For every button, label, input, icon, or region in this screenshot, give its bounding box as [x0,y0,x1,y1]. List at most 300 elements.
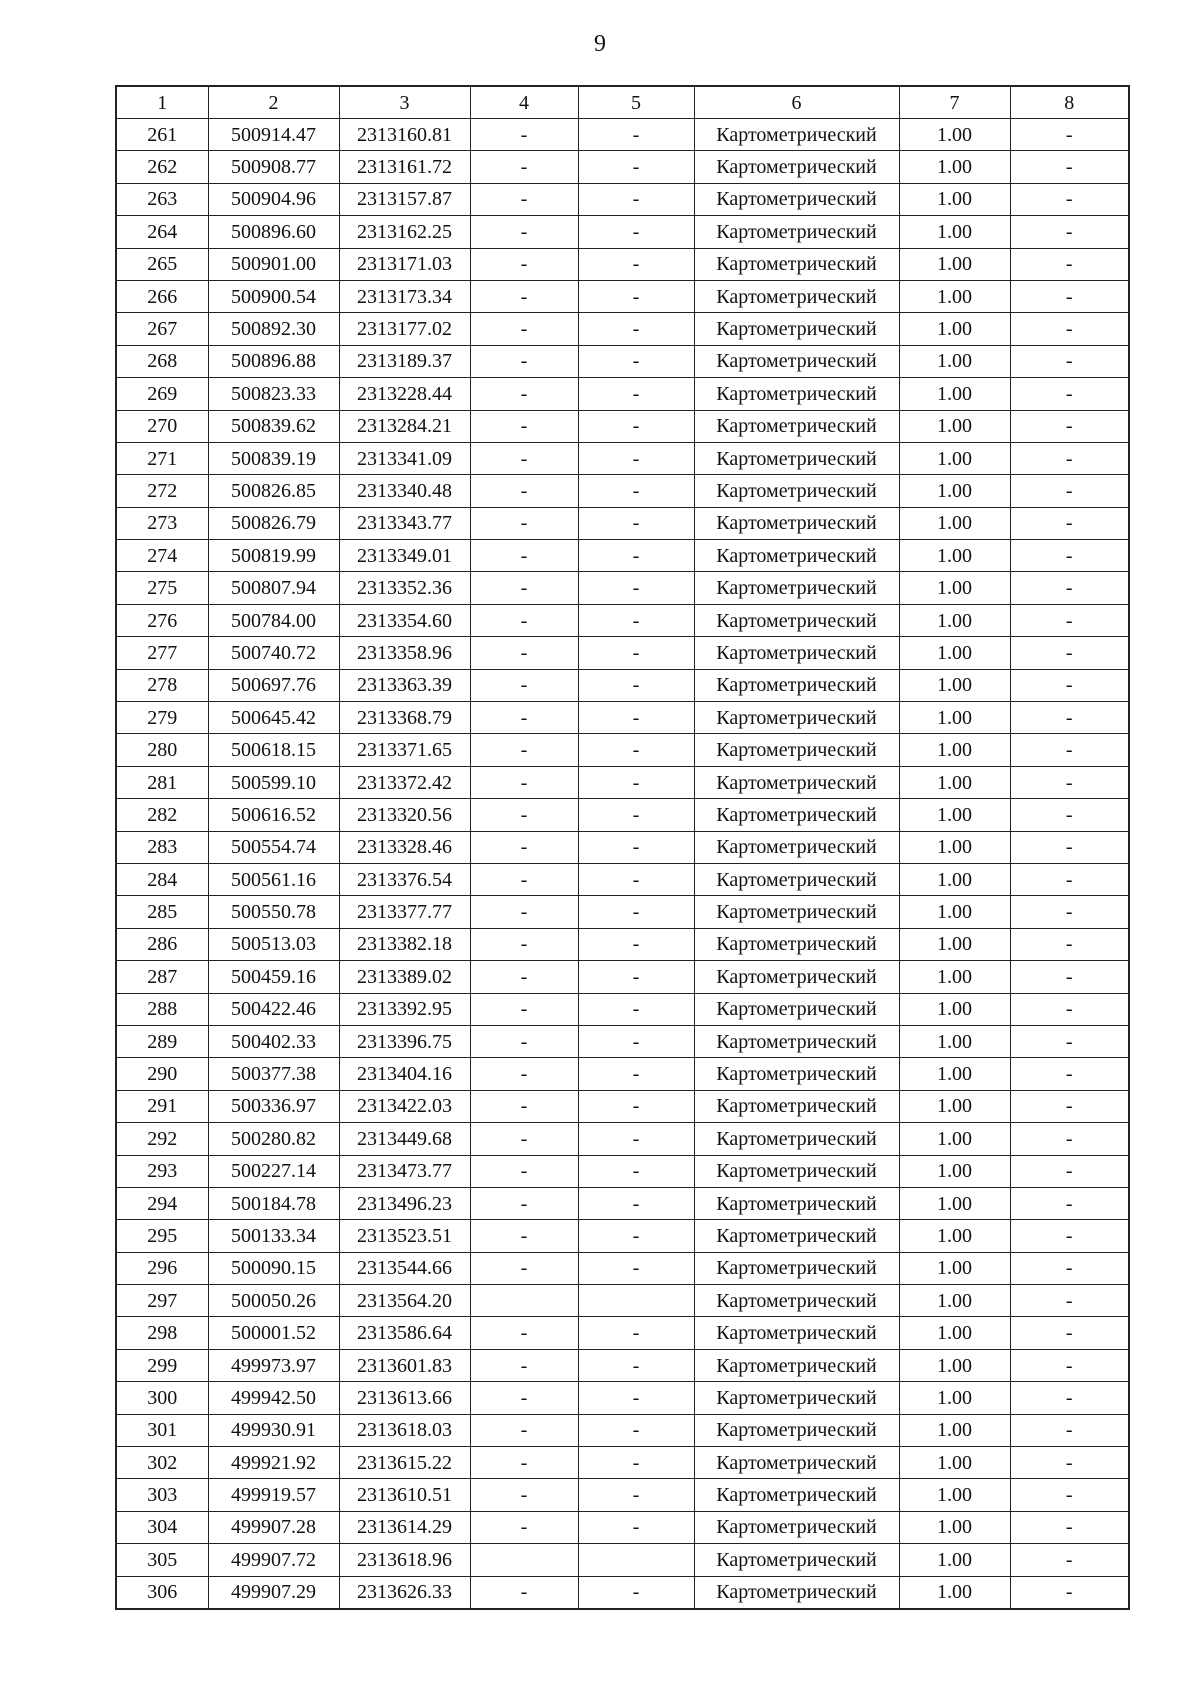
point-number-cell: 279 [116,702,208,734]
accuracy-cell: 1.00 [899,1025,1010,1057]
column-8-cell: - [1010,1025,1129,1057]
point-number-cell: 293 [116,1155,208,1187]
method-cell: Картометрический [694,1447,899,1479]
accuracy-cell: 1.00 [899,702,1010,734]
method-cell: Картометрический [694,863,899,895]
point-number-cell: 289 [116,1025,208,1057]
x-coordinate-cell: 500133.34 [208,1220,339,1252]
x-coordinate-cell: 500645.42 [208,702,339,734]
method-cell: Картометрический [694,1252,899,1284]
table-row [116,831,1129,863]
column-8-cell: - [1010,993,1129,1025]
y-coordinate-cell: 2313523.51 [339,1220,470,1252]
method-cell: Картометрический [694,669,899,701]
point-number-cell: 261 [116,119,208,151]
point-number-cell: 263 [116,183,208,215]
x-coordinate-cell: 500892.30 [208,313,339,345]
method-cell: Картометрический [694,1058,899,1090]
column-4-cell: - [470,1220,578,1252]
y-coordinate-cell: 2313161.72 [339,151,470,183]
y-coordinate-cell: 2313157.87 [339,183,470,215]
x-coordinate-cell: 500513.03 [208,928,339,960]
point-number-cell: 271 [116,442,208,474]
table-row [116,799,1129,831]
column-5-cell: - [578,1058,694,1090]
column-4-cell: - [470,604,578,636]
table-row [116,280,1129,312]
method-cell: Картометрический [694,572,899,604]
column-5-cell: - [578,1025,694,1057]
method-cell: Картометрический [694,119,899,151]
column-8-cell: - [1010,896,1129,928]
column-5-cell: - [578,119,694,151]
column-5-cell: - [578,702,694,734]
table-body [116,119,1129,1609]
column-5-cell: - [578,248,694,280]
y-coordinate-cell: 2313368.79 [339,702,470,734]
y-coordinate-cell: 2313614.29 [339,1511,470,1543]
column-4-cell: - [470,961,578,993]
accuracy-cell: 1.00 [899,119,1010,151]
column-8-cell: - [1010,1155,1129,1187]
y-coordinate-cell: 2313392.95 [339,993,470,1025]
table-row [116,896,1129,928]
y-coordinate-cell: 2313358.96 [339,637,470,669]
table-row [116,1414,1129,1446]
column-5-cell: - [578,799,694,831]
table-row [116,993,1129,1025]
column-5-cell: - [578,1123,694,1155]
method-cell: Картометрический [694,248,899,280]
coordinates-table [115,85,1130,1610]
point-number-cell: 287 [116,961,208,993]
accuracy-cell: 1.00 [899,1155,1010,1187]
x-coordinate-cell: 500784.00 [208,604,339,636]
column-5-cell: - [578,507,694,539]
y-coordinate-cell: 2313363.39 [339,669,470,701]
accuracy-cell: 1.00 [899,572,1010,604]
column-8-cell: - [1010,702,1129,734]
column-8-cell: - [1010,345,1129,377]
column-8-cell: - [1010,863,1129,895]
y-coordinate-cell: 2313613.66 [339,1382,470,1414]
column-5-cell: - [578,1349,694,1381]
x-coordinate-cell: 500819.99 [208,540,339,572]
column-8-cell: - [1010,604,1129,636]
accuracy-cell: 1.00 [899,993,1010,1025]
accuracy-cell: 1.00 [899,637,1010,669]
point-number-cell: 283 [116,831,208,863]
y-coordinate-cell: 2313171.03 [339,248,470,280]
column-5-cell [578,1285,694,1317]
accuracy-cell: 1.00 [899,863,1010,895]
point-number-cell: 290 [116,1058,208,1090]
table-row [116,1382,1129,1414]
accuracy-cell: 1.00 [899,1123,1010,1155]
column-4-cell: - [470,1252,578,1284]
method-cell: Картометрический [694,734,899,766]
column-5-cell: - [578,475,694,507]
y-coordinate-cell: 2313610.51 [339,1479,470,1511]
method-cell: Картометрический [694,799,899,831]
x-coordinate-cell: 500280.82 [208,1123,339,1155]
accuracy-cell: 1.00 [899,183,1010,215]
accuracy-cell: 1.00 [899,1511,1010,1543]
accuracy-cell: 1.00 [899,280,1010,312]
column-4-cell: - [470,1479,578,1511]
column-8-cell: - [1010,507,1129,539]
column-5-cell: - [578,1447,694,1479]
column-8-cell: - [1010,1252,1129,1284]
column-8-cell: - [1010,831,1129,863]
y-coordinate-cell: 2313586.64 [339,1317,470,1349]
column-8-cell: - [1010,669,1129,701]
column-8-cell: - [1010,442,1129,474]
column-4-cell: - [470,1349,578,1381]
column-5-cell: - [578,1220,694,1252]
column-5-cell: - [578,1382,694,1414]
column-4-cell: - [470,799,578,831]
column-4-cell: - [470,896,578,928]
column-4-cell: - [470,734,578,766]
column-4-cell: - [470,216,578,248]
table-row [116,1479,1129,1511]
column-4-cell [470,1544,578,1576]
table-row [116,442,1129,474]
column-8-cell: - [1010,637,1129,669]
y-coordinate-cell: 2313320.56 [339,799,470,831]
table-row [116,216,1129,248]
table-row [116,345,1129,377]
x-coordinate-cell: 500839.19 [208,442,339,474]
x-coordinate-cell: 500914.47 [208,119,339,151]
x-coordinate-cell: 500001.52 [208,1317,339,1349]
column-5-cell: - [578,863,694,895]
x-coordinate-cell: 500377.38 [208,1058,339,1090]
accuracy-cell: 1.00 [899,1382,1010,1414]
table-row [116,378,1129,410]
column-8-cell: - [1010,572,1129,604]
column-8-cell: - [1010,410,1129,442]
y-coordinate-cell: 2313284.21 [339,410,470,442]
point-number-cell: 288 [116,993,208,1025]
method-cell: Картометрический [694,1220,899,1252]
column-4-cell: - [470,1058,578,1090]
column-8-cell: - [1010,1479,1129,1511]
column-4-cell: - [470,572,578,604]
x-coordinate-cell: 500336.97 [208,1090,339,1122]
column-8-cell: - [1010,1220,1129,1252]
accuracy-cell: 1.00 [899,345,1010,377]
x-coordinate-cell: 500901.00 [208,248,339,280]
accuracy-cell: 1.00 [899,669,1010,701]
y-coordinate-cell: 2313618.03 [339,1414,470,1446]
y-coordinate-cell: 2313377.77 [339,896,470,928]
accuracy-cell: 1.00 [899,1252,1010,1284]
column-4-cell: - [470,1576,578,1609]
point-number-cell: 291 [116,1090,208,1122]
y-coordinate-cell: 2313352.36 [339,572,470,604]
column-5-cell: - [578,410,694,442]
y-coordinate-cell: 2313328.46 [339,831,470,863]
x-coordinate-cell: 500839.62 [208,410,339,442]
method-cell: Картометрический [694,702,899,734]
point-number-cell: 301 [116,1414,208,1446]
column-8-cell: - [1010,248,1129,280]
x-coordinate-cell: 500090.15 [208,1252,339,1284]
column-5-cell: - [578,1252,694,1284]
column-8-cell: - [1010,961,1129,993]
x-coordinate-cell: 499973.97 [208,1349,339,1381]
accuracy-cell: 1.00 [899,1544,1010,1576]
column-4-cell: - [470,1382,578,1414]
column-header-1: 1 [116,86,208,119]
accuracy-cell: 1.00 [899,410,1010,442]
x-coordinate-cell: 499907.72 [208,1544,339,1576]
table-row [116,1511,1129,1543]
column-5-cell: - [578,993,694,1025]
column-8-cell: - [1010,1090,1129,1122]
column-4-cell: - [470,928,578,960]
column-5-cell: - [578,1155,694,1187]
column-5-cell: - [578,378,694,410]
x-coordinate-cell: 500050.26 [208,1285,339,1317]
column-5-cell: - [578,928,694,960]
column-4-cell: - [470,1123,578,1155]
column-4-cell: - [470,1090,578,1122]
column-4-cell: - [470,702,578,734]
method-cell: Картометрический [694,831,899,863]
x-coordinate-cell: 500550.78 [208,896,339,928]
column-8-cell: - [1010,475,1129,507]
column-8-cell: - [1010,151,1129,183]
table-row [116,637,1129,669]
column-5-cell: - [578,604,694,636]
method-cell: Картометрический [694,766,899,798]
point-number-cell: 284 [116,863,208,895]
x-coordinate-cell: 500227.14 [208,1155,339,1187]
method-cell: Картометрический [694,1187,899,1219]
accuracy-cell: 1.00 [899,1317,1010,1349]
column-4-cell: - [470,183,578,215]
table-row [116,604,1129,636]
column-header-3: 3 [339,86,470,119]
table-row [116,183,1129,215]
column-8-cell: - [1010,1511,1129,1543]
x-coordinate-cell: 499930.91 [208,1414,339,1446]
accuracy-cell: 1.00 [899,1447,1010,1479]
column-4-cell: - [470,378,578,410]
method-cell: Картометрический [694,1155,899,1187]
y-coordinate-cell: 2313473.77 [339,1155,470,1187]
y-coordinate-cell: 2313162.25 [339,216,470,248]
table-row [116,961,1129,993]
point-number-cell: 274 [116,540,208,572]
table-row [116,410,1129,442]
column-header-4: 4 [470,86,578,119]
y-coordinate-cell: 2313177.02 [339,313,470,345]
method-cell: Картометрический [694,1317,899,1349]
table-row [116,1252,1129,1284]
column-4-cell: - [470,313,578,345]
accuracy-cell: 1.00 [899,831,1010,863]
table-row [116,475,1129,507]
x-coordinate-cell: 500823.33 [208,378,339,410]
y-coordinate-cell: 2313349.01 [339,540,470,572]
method-cell: Картометрический [694,928,899,960]
y-coordinate-cell: 2313496.23 [339,1187,470,1219]
column-5-cell: - [578,1576,694,1609]
table-row [116,507,1129,539]
x-coordinate-cell: 499907.28 [208,1511,339,1543]
accuracy-cell: 1.00 [899,1479,1010,1511]
column-4-cell: - [470,1511,578,1543]
column-4-cell: - [470,119,578,151]
accuracy-cell: 1.00 [899,734,1010,766]
method-cell: Картометрический [694,1544,899,1576]
column-4-cell: - [470,1317,578,1349]
point-number-cell: 297 [116,1285,208,1317]
point-number-cell: 262 [116,151,208,183]
accuracy-cell: 1.00 [899,604,1010,636]
accuracy-cell: 1.00 [899,1090,1010,1122]
column-4-cell: - [470,151,578,183]
table-row [116,863,1129,895]
column-5-cell [578,1544,694,1576]
table-row [116,119,1129,151]
y-coordinate-cell: 2313354.60 [339,604,470,636]
column-5-cell: - [578,896,694,928]
y-coordinate-cell: 2313615.22 [339,1447,470,1479]
column-4-cell: - [470,637,578,669]
column-5-cell: - [578,1511,694,1543]
method-cell: Картометрический [694,1025,899,1057]
y-coordinate-cell: 2313372.42 [339,766,470,798]
table-row [116,151,1129,183]
x-coordinate-cell: 499942.50 [208,1382,339,1414]
column-4-cell: - [470,248,578,280]
x-coordinate-cell: 500422.46 [208,993,339,1025]
y-coordinate-cell: 2313340.48 [339,475,470,507]
point-number-cell: 298 [116,1317,208,1349]
x-coordinate-cell: 500807.94 [208,572,339,604]
x-coordinate-cell: 499919.57 [208,1479,339,1511]
table-row [116,1187,1129,1219]
x-coordinate-cell: 500402.33 [208,1025,339,1057]
point-number-cell: 295 [116,1220,208,1252]
column-8-cell: - [1010,1414,1129,1446]
method-cell: Картометрический [694,1414,899,1446]
method-cell: Картометрический [694,1511,899,1543]
accuracy-cell: 1.00 [899,928,1010,960]
column-4-cell: - [470,1187,578,1219]
y-coordinate-cell: 2313173.34 [339,280,470,312]
table-row [116,702,1129,734]
point-number-cell: 275 [116,572,208,604]
y-coordinate-cell: 2313449.68 [339,1123,470,1155]
table-row [116,1349,1129,1381]
point-number-cell: 272 [116,475,208,507]
column-5-cell: - [578,540,694,572]
point-number-cell: 270 [116,410,208,442]
column-4-cell: - [470,345,578,377]
accuracy-cell: 1.00 [899,1220,1010,1252]
accuracy-cell: 1.00 [899,507,1010,539]
point-number-cell: 264 [116,216,208,248]
point-number-cell: 268 [116,345,208,377]
point-number-cell: 300 [116,1382,208,1414]
column-8-cell: - [1010,1187,1129,1219]
accuracy-cell: 1.00 [899,540,1010,572]
column-5-cell: - [578,345,694,377]
column-4-cell: - [470,540,578,572]
column-5-cell: - [578,669,694,701]
column-8-cell: - [1010,1382,1129,1414]
table-row [116,1058,1129,1090]
method-cell: Картометрический [694,540,899,572]
point-number-cell: 276 [116,604,208,636]
point-number-cell: 281 [116,766,208,798]
method-cell: Картометрический [694,442,899,474]
column-8-cell: - [1010,313,1129,345]
column-5-cell: - [578,183,694,215]
x-coordinate-cell: 500904.96 [208,183,339,215]
method-cell: Картометрический [694,993,899,1025]
accuracy-cell: 1.00 [899,1576,1010,1609]
x-coordinate-cell: 500459.16 [208,961,339,993]
column-8-cell: - [1010,1576,1129,1609]
column-header-7: 7 [899,86,1010,119]
column-4-cell: - [470,475,578,507]
x-coordinate-cell: 499921.92 [208,1447,339,1479]
column-5-cell: - [578,1317,694,1349]
column-8-cell: - [1010,216,1129,248]
accuracy-cell: 1.00 [899,378,1010,410]
column-5-cell: - [578,961,694,993]
accuracy-cell: 1.00 [899,766,1010,798]
column-8-cell: - [1010,1349,1129,1381]
table-row [116,1447,1129,1479]
x-coordinate-cell: 500826.79 [208,507,339,539]
x-coordinate-cell: 500554.74 [208,831,339,863]
column-8-cell: - [1010,928,1129,960]
column-8-cell: - [1010,799,1129,831]
column-4-cell [470,1285,578,1317]
column-5-cell: - [578,151,694,183]
column-8-cell: - [1010,1447,1129,1479]
table-row [116,734,1129,766]
point-number-cell: 267 [116,313,208,345]
table-row [116,1220,1129,1252]
column-4-cell: - [470,1025,578,1057]
method-cell: Картометрический [694,1576,899,1609]
accuracy-cell: 1.00 [899,475,1010,507]
column-8-cell: - [1010,1058,1129,1090]
page-number: 9 [594,31,606,57]
x-coordinate-cell: 500184.78 [208,1187,339,1219]
column-8-cell: - [1010,1285,1129,1317]
column-header-2: 2 [208,86,339,119]
accuracy-cell: 1.00 [899,799,1010,831]
accuracy-cell: 1.00 [899,1187,1010,1219]
column-8-cell: - [1010,766,1129,798]
point-number-cell: 269 [116,378,208,410]
column-4-cell: - [470,410,578,442]
y-coordinate-cell: 2313189.37 [339,345,470,377]
table-header-row [116,86,1129,119]
column-8-cell: - [1010,378,1129,410]
method-cell: Картометрический [694,345,899,377]
